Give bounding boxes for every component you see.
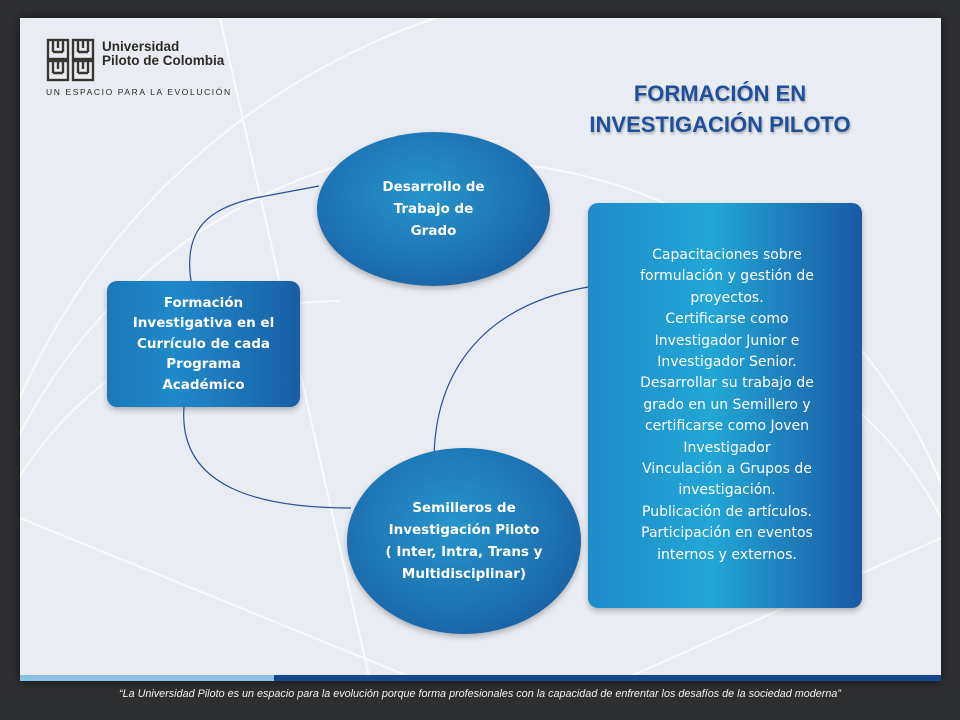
node-text-line: Grado <box>410 223 457 239</box>
node-actividades-list <box>588 203 862 608</box>
node-text-line: Académico <box>162 376 245 393</box>
activity-line: Investigador Junior e <box>654 332 800 349</box>
node-formacion-curriculo <box>107 281 300 407</box>
node-text-line: Investigación Piloto <box>388 522 540 538</box>
footer-quote: “La Universidad Piloto es un espacio para la evolución porque forma profesionales con la capacidad de enfrentar los desafíos de la sociedad moderna” <box>118 688 842 700</box>
activity-line: Vinculación a Grupos de <box>642 461 812 478</box>
activity-line: grado en un Semillero y <box>643 396 811 413</box>
node-text-line: Semilleros de <box>412 500 516 516</box>
activity-line: Certificarse como <box>665 311 789 328</box>
node-text-line: Multidisciplinar) <box>401 566 527 582</box>
node-text-line: Desarrollo de <box>382 179 485 195</box>
activity-line: Publicación de artículos. <box>642 503 812 520</box>
node-semilleros-investigacion <box>347 448 581 634</box>
title-line: FORMACIÓN EN <box>633 81 807 106</box>
footer-accent-bar-dark <box>274 675 941 681</box>
logo-name-line: Piloto de Colombia <box>102 53 225 68</box>
logo-tagline: UN ESPACIO PARA LA EVOLUCIÓN <box>46 87 232 97</box>
activity-line: investigación. <box>678 482 776 499</box>
activity-line: certificarse como Joven <box>644 418 810 435</box>
node-text-line: Investigativa en el <box>132 315 275 332</box>
node-desarrollo-trabajo-grado <box>317 132 550 286</box>
node-text-line: Programa <box>166 356 241 373</box>
connector-curriculo-grado <box>190 186 319 281</box>
footer-accent-bar-light <box>20 675 274 681</box>
node-text-line: Currículo de cada <box>136 335 271 352</box>
title-line: INVESTIGACIÓN PILOTO <box>589 112 851 137</box>
activity-line: proyectos. <box>690 289 764 306</box>
logo-name-line: Universidad <box>102 39 180 54</box>
activity-line: Desarrollar su trabajo de <box>640 375 814 392</box>
activity-line: Capacitaciones sobre <box>652 247 802 263</box>
activity-line: formulación y gestión de <box>640 268 814 285</box>
slide <box>20 18 941 681</box>
node-text-line: ( Inter, Intra, Trans y <box>385 544 543 560</box>
activity-line: internos y externos. <box>657 546 797 563</box>
connector-curriculo-semilleros <box>184 407 351 508</box>
activity-line: Investigador Senior. <box>657 354 797 371</box>
node-text-line: Formación <box>163 294 244 311</box>
activity-line: Investigador <box>683 439 771 456</box>
activity-line: Participación en eventos <box>641 525 813 542</box>
node-text-line: Trabajo de <box>393 201 474 217</box>
